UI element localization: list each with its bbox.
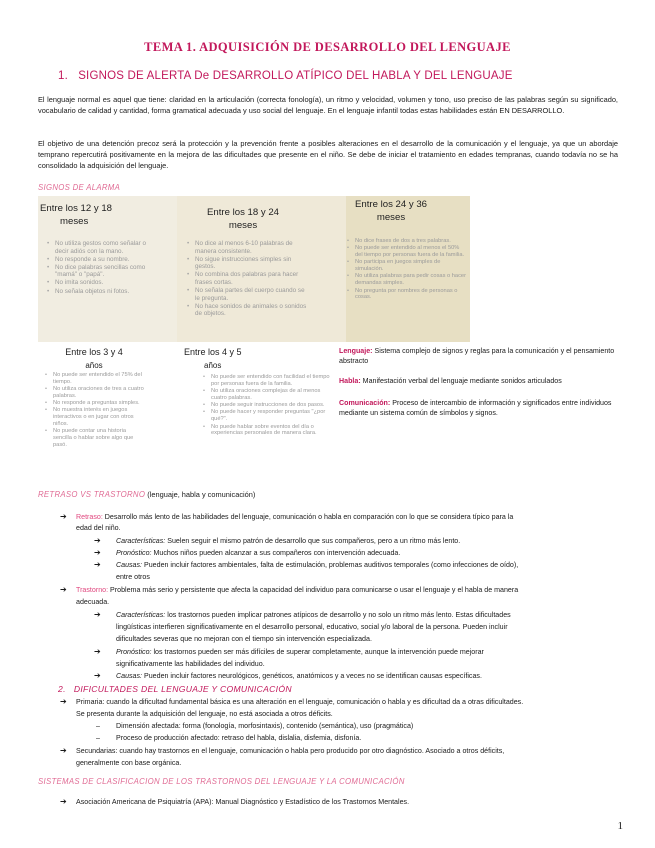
arrow-icon: ➔ [60, 585, 67, 594]
primaria-definition-cont: Se presenta durante la adquisición del lenguaje, no está asociada a otros déficits. [76, 710, 333, 718]
alarm-col-24-36-list [344, 238, 467, 302]
list-item: • No responde a su nombre. [55, 256, 153, 264]
alarm-signs-heading: SIGNOS DE ALARMA [38, 183, 121, 192]
paragraph-normal-language: El lenguaje normal es aquel que tiene: claridad en la articulación (correcta fonología), un ritmo y velocidad, volumen y tono, uso preciso de las palabras según su significado, vocabulario de calidad y cantidad, forma gramatical adecuada y uso social del lenguaje. En el lenguaje infantil todas estas habilidades están EN DESARROLLO. [38, 95, 618, 116]
trastorno-caracteristicas: Características: los trastornos pueden implicar patrones atípicos de desarrollo y no solo un ritmo más lento. Estas dificultades [116, 611, 511, 619]
alarm-col-4-5-title: Entre los 4 y 5 años [184, 347, 242, 370]
paragraph-early-detection: El objetivo de una detención precoz será la protección y la prevención frente a posibles alteraciones en el desarrollo de la comunicación y el lenguaje, ya que un abordaje temprano repercutirá positivamente en la mejora de las dificultades que presente en el niño. Se debe de iniciar el tratamiento en edades tempranas, cuando todavía no se ha consolidado la adquisición del lenguaje. [38, 139, 618, 171]
list-item: • No utiliza oraciones de tres a cuatro palabras. [53, 386, 145, 400]
list-item: • No dice al menos 6-10 palabras de manera consistente. [195, 240, 311, 255]
list-item: • No sigue instrucciones simples sin gestos. [195, 256, 311, 271]
page-number: 1 [617, 820, 623, 832]
alarm-col-24-36-title: Entre los 24 y 36 meses [355, 199, 427, 223]
trastorno-definition: Trastorno: Problema más serio y persistente que afecta la capacidad del individuo para comunicarse o usar el lenguaje y el habla de manera [76, 586, 519, 594]
definition-lenguaje: Lenguaje: Sistema complejo de signos y reglas para la comunicación y el pensamiento abstracto [339, 347, 615, 366]
arrow-icon: ➔ [94, 536, 101, 545]
list-item: • No puede ser entendido el 75% del tiempo. [53, 372, 145, 386]
proceso-produccion: Proceso de producción afectado: retraso del habla, dislalia, disfemia, disfonía. [116, 734, 362, 742]
list-item: • No señala objetos ni fotos. [55, 288, 153, 296]
arrow-icon: ➔ [94, 548, 101, 557]
arrow-icon: ➔ [60, 697, 67, 706]
dimension-afectada: Dimensión afectada: forma (fonología, morfosintaxis), contenido (semántica), uso (pragmática) [116, 722, 414, 730]
retraso-definition-cont: edad del niño. [76, 524, 121, 532]
alarm-col-3-4-title: Entre los 3 y 4 años [65, 347, 123, 370]
section-1-heading [58, 70, 513, 82]
retraso-causas-cont: entre otros [116, 573, 150, 581]
list-item: • No puede contar una historia sencilla o hablar sobre algo que pasó. [53, 428, 145, 448]
sistemas-heading: SISTEMAS DE CLASIFICACION DE LOS TRASTORNOS DEL LENGUAJE Y LA COMUNICACIÓN [38, 777, 405, 786]
dash-icon: – [96, 734, 100, 742]
list-item: • No dice frases de dos a tres palabras. [355, 238, 467, 245]
list-item: • No puede hablar sobre eventos del día o experiencias personales de manera clara. [211, 424, 337, 438]
section-2-heading: 2. DIFICULTADES DEL LENGUAJE Y COMUNICACIÓN [58, 684, 292, 694]
list-item: • No imita sonidos. [55, 279, 153, 287]
apa-item: Asociación Americana de Psiquiatría (APA): Manual Diagnóstico y Estadístico de los Trastornos Mentales. [76, 798, 410, 806]
list-item: • No puede seguir instrucciones de dos pasos. [211, 402, 337, 409]
arrow-icon: ➔ [60, 746, 67, 755]
section-1-title: SIGNOS DE ALERTA De DESARROLLO ATÍPICO DEL HABLA Y DEL LENGUAJE [78, 70, 513, 82]
secundarias-definition-cont: generalmente con base orgánica. [76, 759, 182, 767]
alarm-col-12-18-title: Entre los 12 y 18 meses [40, 203, 112, 227]
list-item: • No responde a preguntas simples. [53, 400, 145, 407]
definition-habla: Habla: Manifestación verbal del lenguaje mediante sonidos articulados [339, 377, 562, 385]
arrow-icon: ➔ [94, 610, 101, 619]
retraso-definition: Retraso: Desarrollo más lento de las habilidades del lenguaje, comunicación o habla en comparación con lo que se considera típico para la [76, 513, 514, 521]
section-1-number: 1. [58, 70, 68, 82]
list-item: • No dice palabras sencillas como "mamá" o "papá". [55, 264, 153, 279]
alarm-col-4-5-list [200, 374, 337, 438]
list-item: • No utiliza oraciones complejas de al menos cuatro palabras. [211, 388, 337, 402]
list-item: • No puede ser entendido con facilidad el tiempo por personas fuera de la familia. [211, 374, 337, 388]
list-item: • No puede ser entendido al menos el 50% del tiempo por personas fuera de la familia. [355, 245, 467, 259]
list-item: • No puede hacer y responder preguntas "¿por qué?". [211, 409, 337, 423]
trastorno-caracteristicas-cont: dificultades severas que no mejoran con el tiempo sin intervención especializada. [116, 635, 372, 643]
list-item: • No utiliza gestos como señalar o decir adiós con la mano. [55, 240, 153, 255]
list-item: • No muestra interés en juegos interactivos o en jugar con otros niños. [53, 407, 145, 427]
list-item: • No pregunta por nombres de personas o cosas. [355, 288, 467, 302]
document-title: TEMA 1. ADQUISICIÓN DE DESARROLLO DEL LENGUAJE [144, 40, 511, 54]
list-item: • No hace sonidos de animales o sonidos de objetos. [195, 303, 311, 318]
trastorno-pronostico: Pronóstico: los trastornos pueden ser más difíciles de superar completamente, aunque la intervención puede mejorar [116, 648, 484, 656]
arrow-icon: ➔ [94, 560, 101, 569]
arrow-icon: ➔ [94, 647, 101, 656]
trastorno-caracteristicas-cont: lingüísticas interfieren significativamente en el desarrollo personal, educativo, social y/o laboral de la persona. Pueden incluir [116, 623, 508, 631]
alarm-col-18-24-title: Entre los 18 y 24 meses [207, 207, 279, 231]
alarm-col-18-24-list [184, 240, 311, 318]
dash-icon: – [96, 722, 100, 730]
secundarias-definition: Secundarias: cuando hay trastornos en el lenguaje, comunicación o habla pero producido por otro diagnóstico. Asociado a otros déficits, [76, 747, 505, 755]
retraso-pronostico: Pronóstico: Muchos niños pueden alcanzar a sus compañeros con intervención adecuada. [116, 549, 401, 557]
alarm-col-3-4-list [42, 372, 145, 449]
arrow-icon: ➔ [94, 671, 101, 680]
retraso-trastorno-heading: RETRASO VS TRASTORNO (lenguaje, habla y comunicación) [38, 490, 256, 499]
alarm-signs-panel [38, 196, 470, 342]
list-item: • No señala partes del cuerpo cuando se le pregunta. [195, 287, 311, 302]
alarm-col-12-18-list [44, 240, 153, 296]
primaria-definition: Primaria: cuando la dificultad fundamental básica es una alteración en el lenguaje, comunicación o habla y es dificultad da a otras dificultades. [76, 698, 524, 706]
list-item: • No participa en juegos simples de simulación. [355, 259, 467, 273]
trastorno-definition-cont: adecuada. [76, 598, 110, 606]
trastorno-causas: Causas: Pueden incluir factores neurológicos, genéticos, anatómicos y a veces no se identifican causas específicas. [116, 672, 482, 680]
arrow-icon: ➔ [60, 797, 67, 806]
retraso-caracteristicas: Características: Suelen seguir el mismo patrón de desarrollo que sus compañeros, pero a un ritmo más lento. [116, 537, 461, 545]
trastorno-pronostico-cont: significativamente las habilidades del individuo. [116, 660, 265, 668]
definition-comunicacion: Comunicación: Proceso de intercambio de información y significados entre individuos mediante un sistema común de símbolos y signos. [339, 399, 612, 418]
arrow-icon: ➔ [60, 512, 67, 521]
list-item: • No utiliza palabras para pedir cosas o hacer demandas simples. [355, 273, 467, 287]
retraso-causas: Causas: Pueden incluir factores ambientales, falta de estimulación, problemas auditivos temporales (como infecciones de oído), [116, 561, 519, 569]
list-item: • No combina dos palabras para hacer frases cortas. [195, 271, 311, 286]
